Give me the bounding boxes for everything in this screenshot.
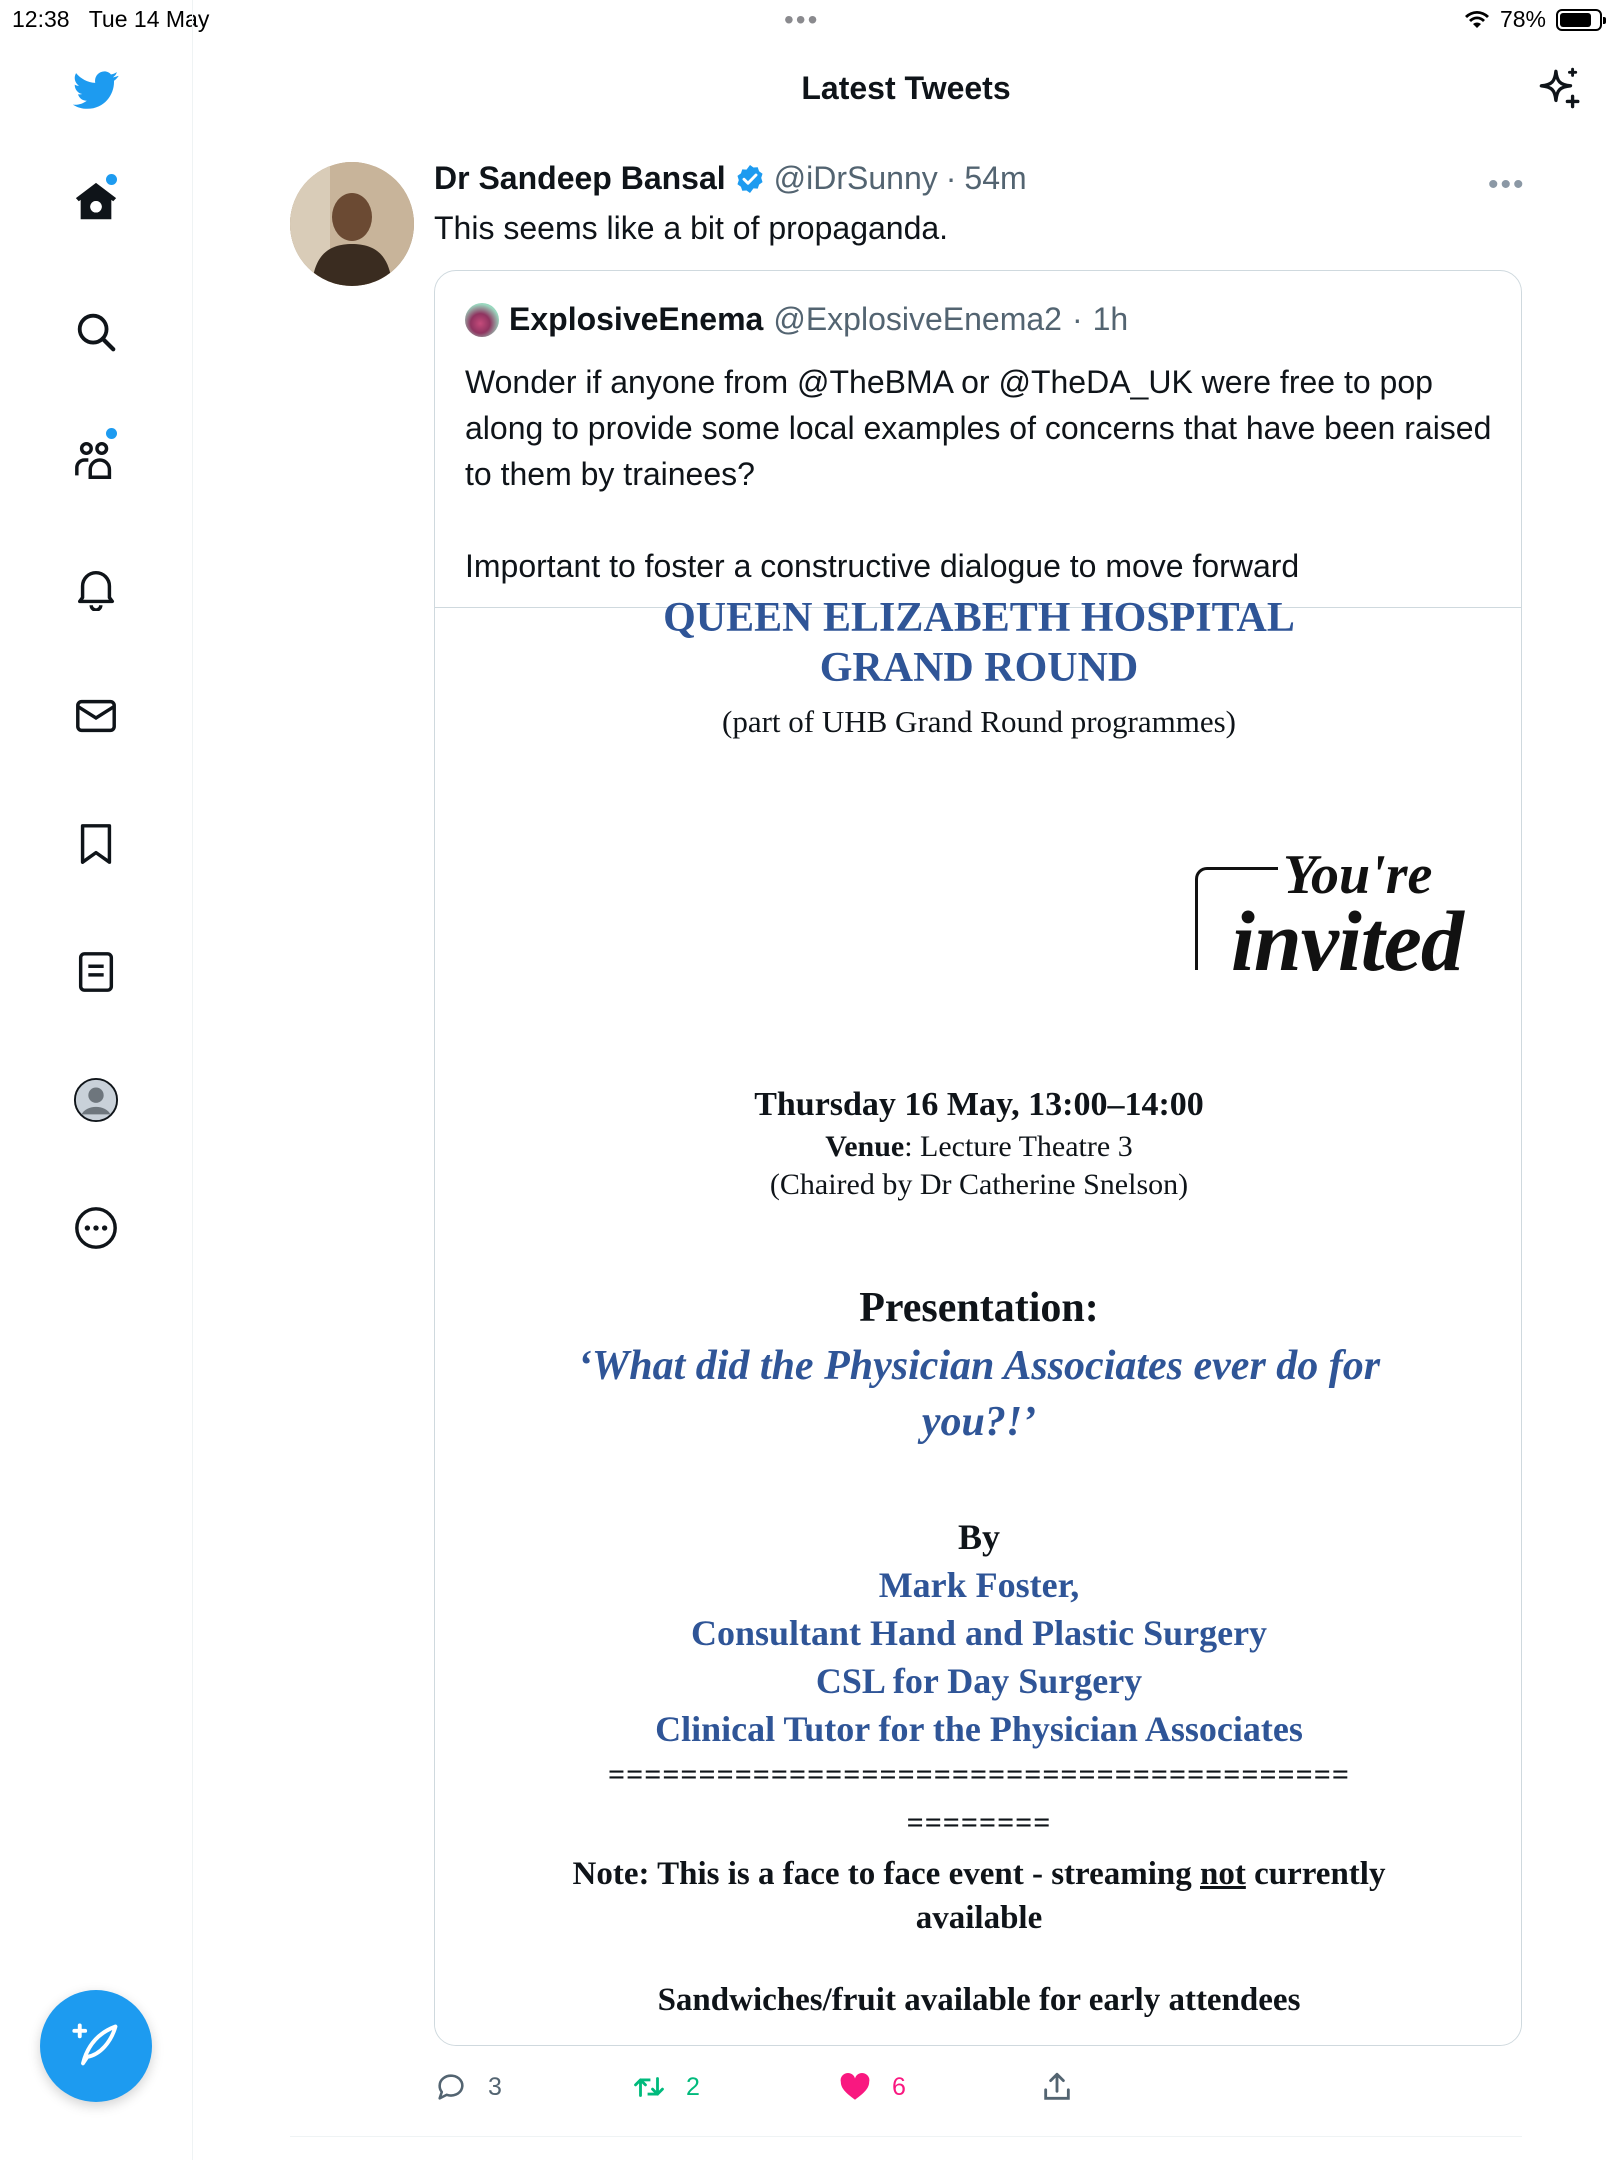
retweet-button[interactable] (632, 2070, 700, 2104)
more-options-icon[interactable] (70, 1202, 122, 1254)
status-time: 12:38 Tue 14 May (12, 6, 210, 32)
tweet-time[interactable]: 54m (964, 160, 1027, 196)
communities-icon[interactable] (70, 434, 122, 486)
quoted-tweet-text: Wonder if anyone from @TheBMA or @TheDA_UK were free to pop along to provide some local examples of concerns that have been raised to them by trainees? Important to foster a constructive dialogue to move forward (465, 364, 1492, 584)
status-right (1464, 6, 1602, 33)
profile-avatar-icon[interactable] (70, 1074, 122, 1126)
author-avatar[interactable] (290, 162, 414, 286)
quoted-tweet-card[interactable] (434, 270, 1522, 2046)
verified-badge-icon (734, 163, 766, 195)
reply-button[interactable] (434, 2070, 502, 2104)
tweet-divider (290, 2136, 1522, 2137)
author-handle[interactable]: @iDrSunny (773, 160, 938, 196)
communities-badge-dot (106, 428, 117, 439)
quoted-tweet-time: 1h (1092, 301, 1129, 337)
poster-youre: You're (1283, 844, 1433, 906)
quoted-tweet-image[interactable] (435, 595, 1522, 2046)
poster-role-3: Clinical Tutor for the Physician Associates (655, 1709, 1303, 1749)
compose-tweet-button[interactable] (40, 1990, 152, 2102)
header-separator: · (945, 160, 957, 196)
multitasking-dots[interactable]: ••• (784, 4, 820, 35)
poster-presentation-title-line2: you?!’ (921, 1399, 1037, 1445)
poster-chair: (Chaired by Dr Catherine Snelson) (769, 1168, 1189, 1201)
sidebar (0, 0, 193, 2160)
poster-by: By (957, 1517, 1000, 1557)
retweet-count: 2 (686, 2072, 700, 2101)
heart-icon (838, 2070, 872, 2104)
poster-invited: invited (1231, 893, 1463, 989)
tweet-action-bar (434, 2070, 1534, 2110)
battery-icon (1556, 9, 1602, 31)
poster-programme: (part of UHB Grand Round programmes) (722, 704, 1236, 739)
poster-hospital-name: QUEEN ELIZABETH HOSPITAL (663, 595, 1295, 641)
tweet-more-menu-icon[interactable]: ••• (1488, 168, 1526, 201)
author-photo-icon (290, 162, 414, 286)
poster-presentation-label: Presentation: (859, 1285, 1099, 1331)
poster-sandwiches: Sandwiches/fruit available for early attendees (657, 1982, 1301, 2018)
search-icon[interactable] (70, 306, 122, 358)
tweet-header (434, 160, 1027, 197)
compose-feather-icon (70, 2020, 122, 2072)
like-count: 6 (892, 2072, 906, 2101)
quoted-separator: · (1071, 301, 1083, 337)
share-button[interactable] (1040, 2070, 1074, 2104)
messages-envelope-icon[interactable] (70, 690, 122, 742)
poster-role-1: Consultant Hand and Plastic Surgery (690, 1613, 1268, 1653)
poster-presentation-title-line1: ‘What did the Physician Associates ever do for (577, 1343, 1381, 1389)
page-title: Latest Tweets (801, 70, 1011, 106)
poster-note-line1: Note: This is a face to face event - streaming not currently (572, 1856, 1386, 1892)
battery-percent: 78% (1499, 6, 1546, 32)
retweet-icon (632, 2070, 666, 2104)
poster-rule-1: ========================================= (608, 1758, 1350, 1791)
poster-venue: Venue: Lecture Theatre 3 (825, 1130, 1133, 1163)
quoted-tweet-header (465, 301, 1128, 338)
home-badge-dot (106, 174, 117, 185)
poster-grand-round: GRAND ROUND (819, 645, 1139, 691)
poster-role-2: CSL for Day Surgery (815, 1661, 1143, 1701)
quoted-author-name: ExplosiveEnema (509, 301, 764, 337)
status-bar (0, 0, 1620, 40)
reply-count: 3 (488, 2072, 502, 2101)
wifi-icon (1464, 10, 1490, 30)
share-upload-icon (1040, 2070, 1074, 2104)
youre-invited-graphic (1195, 843, 1463, 993)
quoted-author-avatar (465, 303, 499, 337)
author-name[interactable]: Dr Sandeep Bansal (434, 160, 726, 196)
notifications-bell-icon[interactable] (70, 562, 122, 614)
reply-bubble-icon (434, 2070, 468, 2104)
poster-date-time: Thursday 16 May, 13:00–14:00 (754, 1086, 1204, 1123)
sparkle-timeline-icon[interactable] (1533, 65, 1583, 115)
quoted-author-handle: @ExplosiveEnema2 (773, 301, 1062, 337)
like-button[interactable] (838, 2070, 906, 2104)
tweet-text: This seems like a bit of propaganda. (434, 210, 949, 246)
bookmark-icon[interactable] (70, 818, 122, 870)
poster-rule-2: ======== (906, 1806, 1052, 1839)
poster-speaker: Mark Foster, (878, 1565, 1080, 1605)
poster-note-line2: available (915, 1900, 1043, 1936)
lists-icon[interactable] (70, 946, 122, 998)
